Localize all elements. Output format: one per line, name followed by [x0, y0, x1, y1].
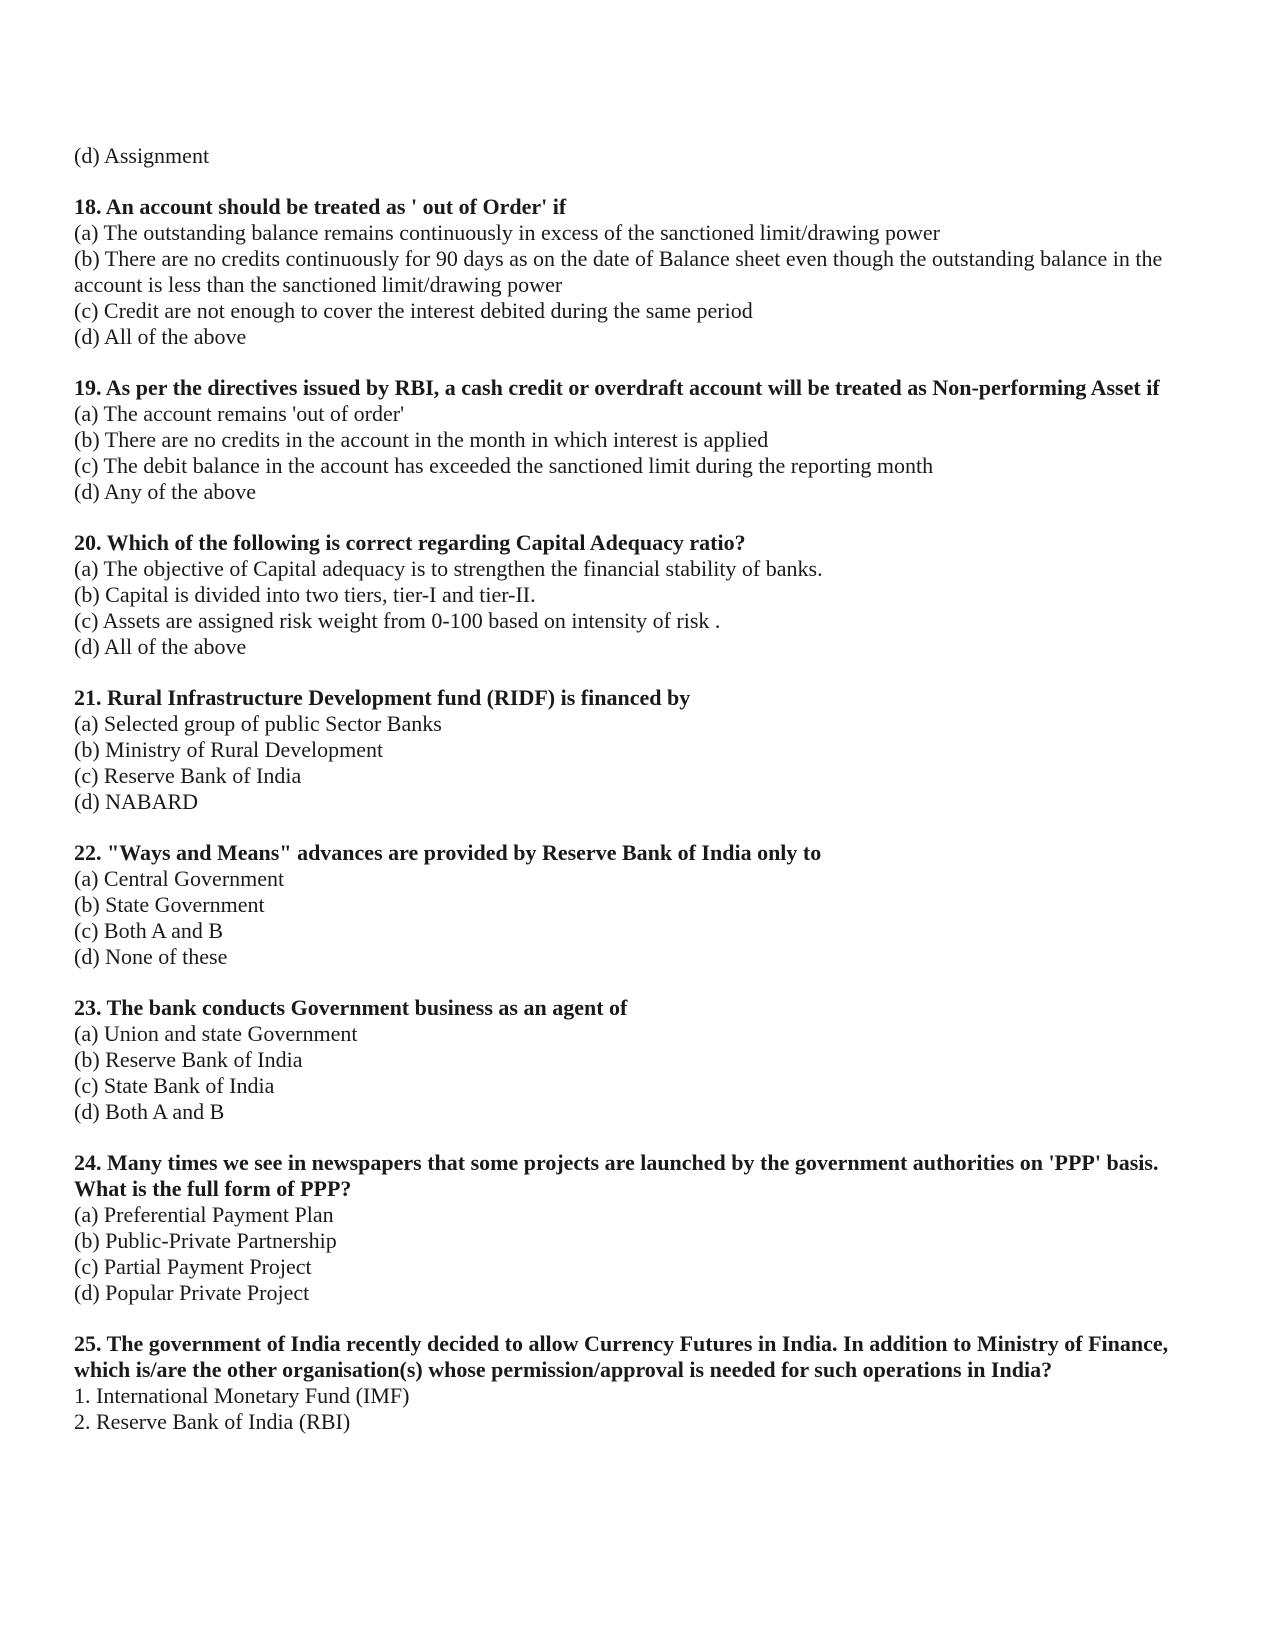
question-title: 19. As per the directives issued by RBI, a cash credit or overdraft account will be treated as Non-performing Asset if	[74, 375, 1160, 400]
question-title: 22. "Ways and Means" advances are provided by Reserve Bank of India only to	[74, 840, 822, 865]
answer-option: (b) Capital is divided into two tiers, tier-I and tier-II.	[74, 582, 536, 607]
question-title: 18. An account should be treated as ' out of Order' if	[74, 194, 567, 219]
answer-option: (a) The objective of Capital adequacy is to strengthen the financial stability of banks.	[74, 556, 823, 581]
answer-option: (d) All of the above	[74, 634, 247, 659]
document-page	[74, 143, 1204, 1435]
question-block	[74, 995, 1204, 1125]
answer-option: (d) Both A and B	[74, 1099, 225, 1124]
answer-option: (c) Credit are not enough to cover the interest debited during the same period	[74, 298, 753, 323]
answer-option: (c) Reserve Bank of India	[74, 763, 302, 788]
answer-option: (c) Assets are assigned risk weight from 0-100 based on intensity of risk .	[74, 608, 721, 633]
answer-option: (b) Ministry of Rural Development	[74, 737, 384, 762]
answer-option: (b) State Government	[74, 892, 265, 917]
question-block	[74, 685, 1204, 815]
question-block	[74, 375, 1204, 505]
question-block	[74, 530, 1204, 660]
answer-option: (a) The account remains 'out of order'	[74, 401, 405, 426]
answer-option: (a) Central Government	[74, 866, 285, 891]
question-title: 24. Many times we see in newspapers that some projects are launched by the government authorities on 'PPP' basis. What is the full form of PPP?	[74, 1150, 1159, 1201]
answer-option: (b) Public-Private Partnership	[74, 1228, 337, 1253]
question-title: 23. The bank conducts Government business as an agent of	[74, 995, 628, 1020]
answer-option: (d) None of these	[74, 944, 228, 969]
answer-option: (b) There are no credits in the account in the month in which interest is applied	[74, 427, 769, 452]
question-block	[74, 1150, 1204, 1306]
question-list	[74, 194, 1204, 1435]
answer-option: (d) NABARD	[74, 789, 199, 814]
answer-option: (b) There are no credits continuously for 90 days as on the date of Balance sheet even though the outstanding balance in the account is less than the sanctioned limit/drawing power	[74, 246, 1163, 297]
answer-option: (c) Both A and B	[74, 918, 224, 943]
answer-option: (a) Union and state Government	[74, 1021, 358, 1046]
answer-option: (c) State Bank of India	[74, 1073, 275, 1098]
answer-option: (a) The outstanding balance remains continuously in excess of the sanctioned limit/drawing power	[74, 220, 940, 245]
answer-option: 2. Reserve Bank of India (RBI)	[74, 1409, 351, 1434]
answer-option: 1. International Monetary Fund (IMF)	[74, 1383, 410, 1408]
question-title: 25. The government of India recently decided to allow Currency Futures in India. In addition to Ministry of Finance, which is/are the other organisation(s) whose permission/approval is needed for such operations in India?	[74, 1331, 1169, 1382]
question-block	[74, 840, 1204, 970]
answer-option: (d) Popular Private Project	[74, 1280, 310, 1305]
question-title: 20. Which of the following is correct regarding Capital Adequacy ratio?	[74, 530, 746, 555]
question-title: 21. Rural Infrastructure Development fund (RIDF) is financed by	[74, 685, 691, 710]
question-block	[74, 1331, 1204, 1435]
answer-option: (c) The debit balance in the account has exceeded the sanctioned limit during the reporting month	[74, 453, 934, 478]
answer-option: (c) Partial Payment Project	[74, 1254, 312, 1279]
answer-option: (a) Preferential Payment Plan	[74, 1202, 334, 1227]
question-block	[74, 194, 1204, 350]
previous-answer-option: (d) Assignment	[74, 143, 210, 168]
answer-option: (a) Selected group of public Sector Banks	[74, 711, 442, 736]
answer-option: (d) All of the above	[74, 324, 247, 349]
answer-option: (b) Reserve Bank of India	[74, 1047, 303, 1072]
answer-option: (d) Any of the above	[74, 479, 257, 504]
